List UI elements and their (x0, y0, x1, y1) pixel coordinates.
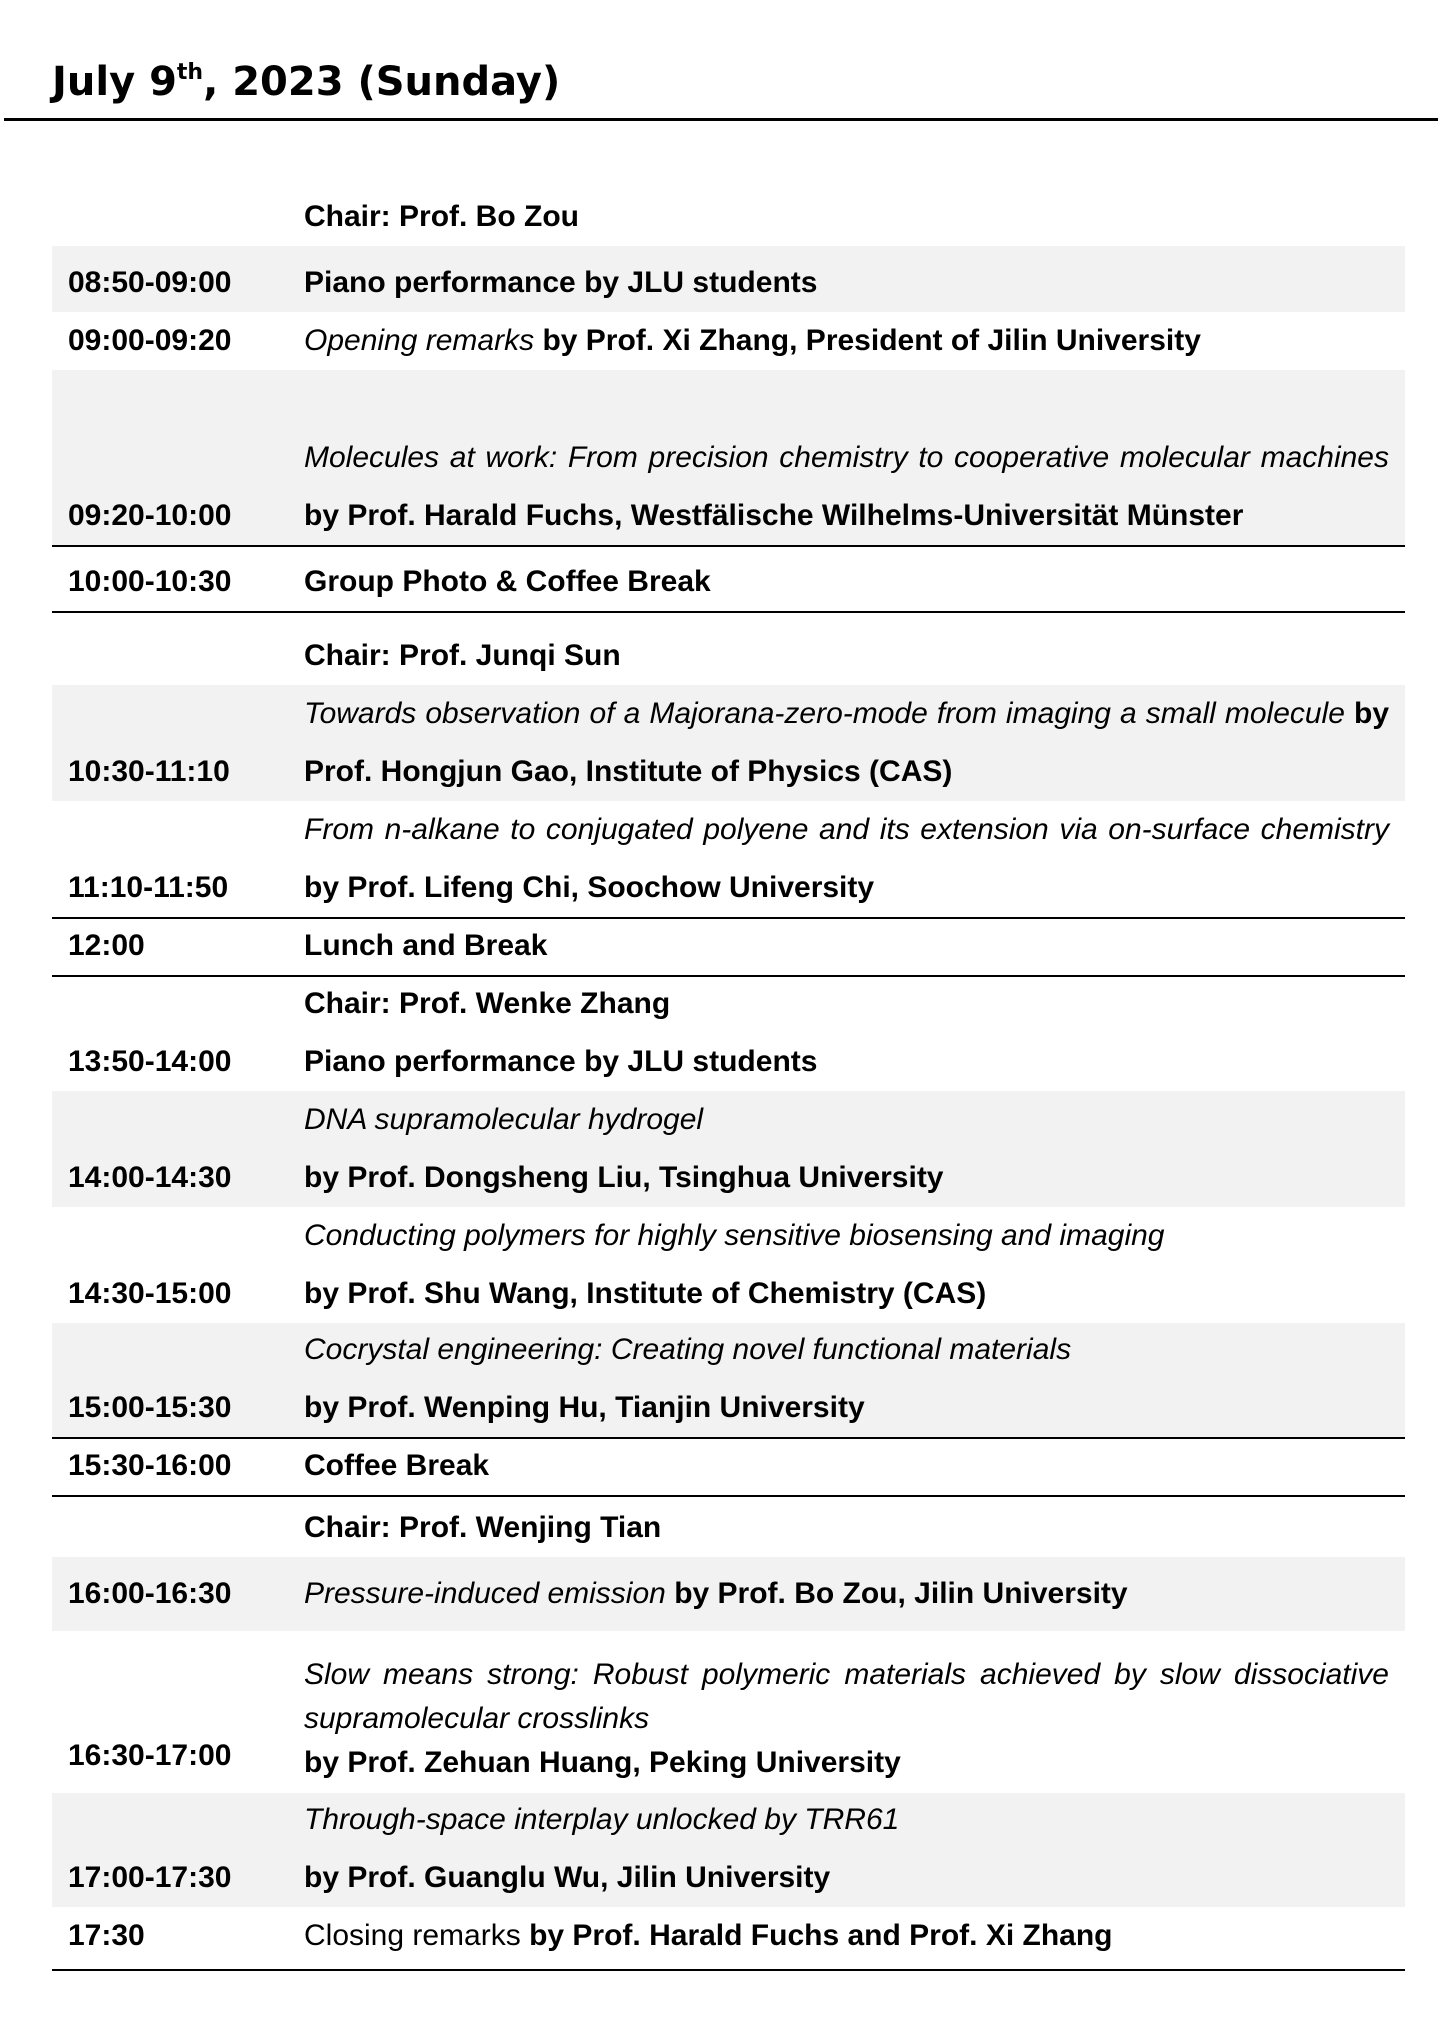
event-label: Piano performance by JLU students (304, 266, 818, 299)
chair-label: Chair: Prof. Wenke Zhang (304, 987, 671, 1020)
talk-speaker: by Prof. Shu Wang, Institute of Chemistry (CAS) (304, 1277, 987, 1310)
chair-row (52, 178, 1405, 246)
talk-entry (304, 429, 1389, 545)
talk-entry (304, 685, 1389, 801)
talk-speaker: by Prof. Harald Fuchs and Prof. Xi Zhang (529, 1919, 1113, 1952)
page-title (52, 58, 560, 106)
schedule-row (52, 370, 1405, 545)
schedule-row (52, 1323, 1405, 1437)
talk-speaker: by Prof. Guanglu Wu, Jilin University (304, 1861, 831, 1894)
time-slot: 09:00-09:20 (68, 324, 232, 357)
time-slot: 12:00 (68, 929, 145, 962)
talk-speaker: by Prof. Dongsheng Liu, Tsinghua University (304, 1161, 944, 1194)
chair-label: Chair: Prof. Wenjing Tian (304, 1511, 662, 1544)
title-rule (4, 118, 1438, 121)
talk-speaker: by Prof. Hongjun Gao, Institute of Physics (CAS) (304, 697, 1390, 788)
date-ordinal: th (176, 60, 204, 85)
schedule-row (52, 1207, 1405, 1323)
time-slot: 16:30-17:00 (68, 1739, 232, 1772)
time-slot: 16:00-16:30 (68, 1577, 232, 1610)
event-label: Piano performance by JLU students (304, 1045, 818, 1078)
time-slot: 17:00-17:30 (68, 1861, 232, 1894)
talk-entry (304, 1907, 1389, 1965)
schedule-row (52, 246, 1405, 312)
talk-entry (304, 1091, 1389, 1207)
talk-title: Closing remarks (304, 1919, 521, 1952)
talk-speaker: by Prof. Wenping Hu, Tianjin University (304, 1391, 865, 1424)
time-slot: 14:30-15:00 (68, 1277, 232, 1310)
schedule-row (52, 685, 1405, 801)
talk-entry (304, 1791, 1389, 1907)
schedule-table (52, 178, 1405, 1971)
talk-title: Molecules at work: From precision chemistry to cooperative molecular machines (304, 441, 1389, 474)
time-slot: 15:00-15:30 (68, 1391, 232, 1424)
chair-row (52, 1497, 1405, 1557)
time-slot: 15:30-16:00 (68, 1449, 232, 1482)
talk-title: Towards observation of a Majorana-zero-mode from imaging a small molecule (304, 697, 1345, 730)
event-label: Lunch and Break (304, 929, 548, 962)
talk-title: Opening remarks (304, 324, 535, 357)
time-slot: 14:00-14:30 (68, 1161, 232, 1194)
event-label: Coffee Break (304, 1449, 490, 1482)
talk-speaker: by Prof. Xi Zhang, President of Jilin University (542, 324, 1201, 357)
talk-speaker: by Prof. Harald Fuchs, Westfälische Wilhelms-Universität Münster (304, 499, 1244, 532)
time-slot: 09:20-10:00 (68, 499, 232, 532)
time-slot: 13:50-14:00 (68, 1045, 232, 1078)
talk-entry (304, 312, 1389, 370)
talk-speaker: by Prof. Bo Zou, Jilin University (674, 1577, 1128, 1610)
chair-label: Chair: Prof. Junqi Sun (304, 639, 621, 672)
schedule-row (52, 1091, 1405, 1207)
talk-entry (304, 1653, 1389, 1785)
schedule-row (52, 1437, 1405, 1497)
schedule-row (52, 545, 1405, 613)
schedule-row (52, 1793, 1405, 1907)
talk-title: Pressure-induced emission (304, 1577, 666, 1610)
talk-title: Conducting polymers for highly sensitive biosensing and imaging (304, 1219, 1165, 1252)
schedule-row (52, 1631, 1405, 1793)
schedule-row (52, 312, 1405, 370)
talk-title: Through-space interplay unlocked by TRR61 (304, 1803, 900, 1836)
time-slot: 11:10-11:50 (68, 871, 229, 904)
chair-row (52, 977, 1405, 1033)
talk-entry (304, 1565, 1389, 1623)
time-slot: 08:50-09:00 (68, 266, 232, 299)
schedule-row (52, 1557, 1405, 1631)
time-slot: 10:00-10:30 (68, 565, 232, 598)
talk-speaker: by Prof. Zehuan Huang, Peking University (304, 1746, 901, 1779)
date-rest: , 2023 (Sunday) (203, 59, 561, 105)
event-label: Group Photo & Coffee Break (304, 565, 711, 598)
talk-entry (304, 1207, 1389, 1323)
talk-title: From n-alkane to conjugated polyene and its extension via on-surface chemistry (304, 813, 1389, 846)
chair-row (52, 613, 1405, 685)
date-day: July 9 (52, 59, 177, 105)
talk-title: Cocrystal engineering: Creating novel functional materials (304, 1333, 1072, 1366)
schedule-row (52, 801, 1405, 917)
talk-speaker: by Prof. Lifeng Chi, Soochow University (304, 871, 875, 904)
schedule-row (52, 1033, 1405, 1091)
schedule-row (52, 1907, 1405, 1971)
time-slot: 10:30-11:10 (68, 755, 230, 788)
talk-title: Slow means strong: Robust polymeric materials achieved by slow dissociative supramolecular crosslinks (304, 1658, 1389, 1735)
chair-label: Chair: Prof. Bo Zou (304, 200, 579, 233)
talk-title: DNA supramolecular hydrogel (304, 1103, 704, 1136)
talk-entry (304, 801, 1389, 917)
schedule-row (52, 917, 1405, 977)
talk-entry (304, 1321, 1389, 1437)
time-slot: 17:30 (68, 1919, 145, 1952)
